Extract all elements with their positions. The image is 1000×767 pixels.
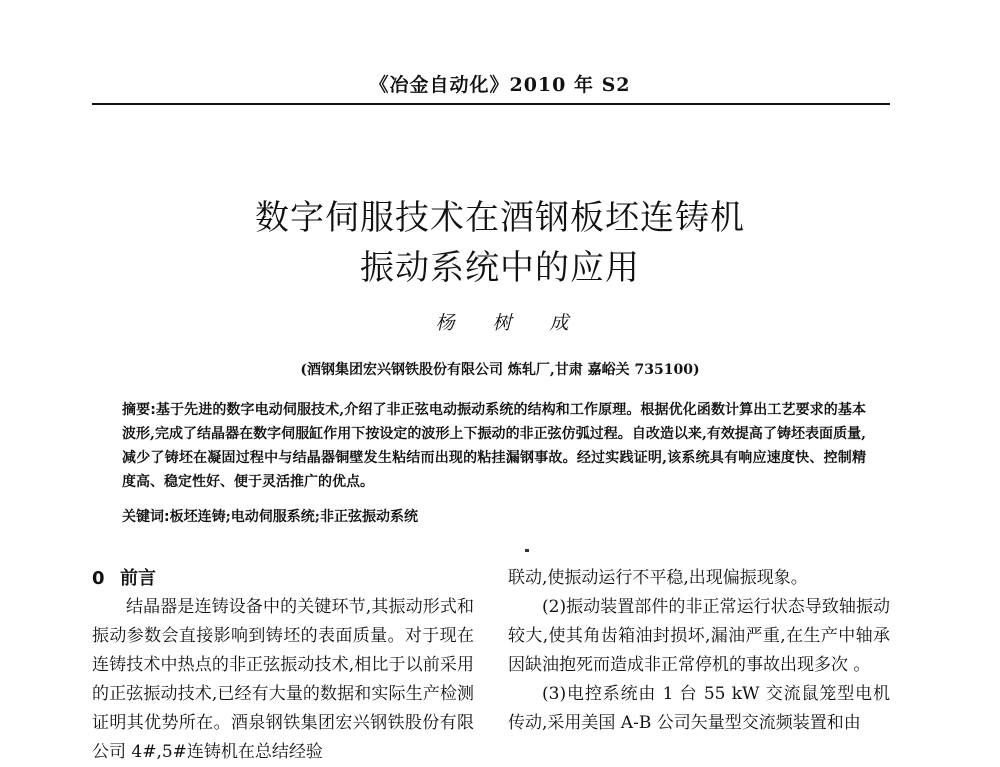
section-heading <box>92 564 474 593</box>
abstract-text: 基于先进的数字电动伺服技术,介绍了非正弦电动振动系统的结构和工作原理。根据优化函数计算出工艺要求的基本波形,完成了结晶器在数字伺服缸作用下按设定的波形上下振动的非正弦仿弧过程。自改造以来,有效提高了铸坯表面质量,减少了铸坯在凝固过程中与结晶器铜壁发生粘结而出现的粘挂漏钢事故。经过实践证明,该系统具有响应速度快、控制精度高、稳定性好、便于灵活推广的优点。 <box>122 402 866 490</box>
section-number: 0 <box>92 568 105 589</box>
paper-title-line-2: 振动系统中的应用 <box>360 248 640 288</box>
print-artifact-dot <box>525 549 529 552</box>
journal-running-header: 《冶金自动化》2010 年 S2 <box>369 74 631 96</box>
author-name: 杨 树 成 <box>435 312 585 334</box>
paper-title-line-1: 数字伺服技术在酒钢板坯连铸机 <box>255 198 745 238</box>
abstract-label: 摘要: <box>122 402 156 418</box>
abstract <box>122 398 866 494</box>
right-paragraph-1: 联动,使振动运行不平稳,出现偏振现象。 <box>508 568 808 588</box>
right-paragraph-3: (3)电控系统由 1 台 55 kW 交流鼠笼型电机传动,采用美国 A-B 公司矢量型交流频装置和由 <box>508 684 890 733</box>
keywords-label: 关键词: <box>122 509 170 525</box>
left-column <box>92 564 474 767</box>
right-paragraph-2: (2)振动装置部件的非正常运行状态导致轴振动较大,使其角齿箱油封损坏,漏油严重,在生产中轴承因缺油抱死而造成非正常停机的事故出现多次 。 <box>508 597 890 675</box>
header-rule <box>92 103 890 105</box>
author-affiliation: (酒钢集团宏兴钢铁股份有限公司 炼轧厂,甘肃 嘉峪关 735100) <box>300 362 700 378</box>
keywords <box>122 505 866 529</box>
right-column <box>508 564 890 738</box>
section-title: 前言 <box>120 568 156 589</box>
keywords-text: 板坯连铸;电动伺服系统;非正弦振动系统 <box>169 509 418 525</box>
intro-paragraph: 结晶器是连铸设备中的关键环节,其振动形式和振动参数会直接影响到铸坯的表面质量。对于现在连铸技术中热点的非正弦振动技术,相比于以前采用的正弦振动技术,已经有大量的数据和实际生产检测证明其优势所在。酒泉钢铁集团宏兴钢铁股份有限公司 4#,5#连铸机在总结经验 <box>92 597 474 762</box>
